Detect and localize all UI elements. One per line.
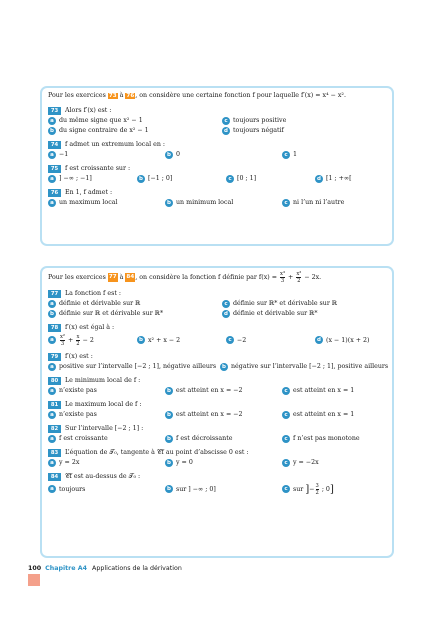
option-letter-badge: a [48, 175, 56, 183]
intro-text: − 2x. [302, 274, 322, 281]
option-text: est atteint en x = 1 [293, 411, 355, 418]
option-letter-badge: b [165, 199, 173, 207]
exercise-link-84[interactable]: 84 [126, 274, 135, 280]
question-text: L’équation de 𝒯₀, tangente à 𝒞f au point d’abscisse 0 est : [65, 449, 249, 456]
option-b[interactable] [165, 198, 278, 207]
question-text: 𝒞f est au-dessus de 𝒯₀ : [65, 473, 141, 480]
option-letter-badge: b [165, 485, 173, 493]
option-text: est atteint en x = −2 [176, 411, 243, 418]
option-text: y = 2x [59, 459, 80, 466]
question-text: f′(x) est égal à : [65, 324, 115, 331]
option-c[interactable] [222, 299, 392, 308]
option-letter-badge: a [48, 117, 56, 125]
option-c[interactable] [226, 333, 311, 347]
option-letter-badge: a [48, 363, 56, 371]
question-79 [48, 352, 387, 371]
option-text: n’existe pas [59, 387, 97, 394]
fraction-numerator: x³ [280, 271, 286, 277]
option-letter-badge: b [137, 336, 145, 344]
intro-text: Pour les exercices [48, 92, 108, 99]
option-b[interactable] [137, 174, 222, 183]
option-c[interactable] [226, 174, 311, 183]
question-number: 74 [48, 141, 61, 149]
option-text: un minimum local [176, 199, 234, 206]
exercise-box-73-76 [40, 86, 394, 246]
question-82 [48, 424, 387, 443]
page-footer [28, 565, 182, 572]
intro-text: , on considère la fonction f définie par f(x) = [135, 274, 280, 281]
option-c[interactable] [282, 386, 395, 395]
intro-text: à [117, 92, 126, 99]
question-number: 83 [48, 449, 61, 457]
option-text: du signe contraire de x² − 1 [59, 127, 149, 134]
footer-color-tab [28, 574, 40, 586]
option-d[interactable] [315, 174, 400, 183]
exercise-link-76[interactable]: 76 [126, 93, 135, 99]
fraction [60, 334, 65, 347]
option-a[interactable] [48, 116, 218, 125]
option-b[interactable] [165, 150, 278, 159]
option-b[interactable] [165, 434, 278, 443]
option-letter-badge: a [48, 300, 56, 308]
option-letter-badge: d [315, 336, 323, 344]
option-letter-badge: a [48, 435, 56, 443]
option-text: un maximum local [59, 199, 118, 206]
option-b[interactable] [137, 333, 222, 347]
option-text: y = 0 [176, 459, 193, 466]
question-text: f admet un extremum local en : [65, 141, 166, 148]
exercise-link-73[interactable]: 73 [108, 93, 117, 99]
option-text: définie sur ℝ et dérivable sur ℝ* [59, 310, 164, 317]
option-text: du même signe que x² − 1 [59, 117, 143, 124]
option-letter-badge: c [282, 411, 290, 419]
option-b[interactable] [165, 458, 278, 467]
fraction [280, 271, 285, 284]
option-letter-badge: a [48, 336, 56, 344]
exercise-link-77[interactable]: 77 [108, 274, 117, 280]
page-number: 100 [28, 565, 42, 572]
option-d[interactable] [315, 333, 400, 347]
option-letter-badge: c [222, 300, 230, 308]
option-d[interactable] [222, 126, 392, 135]
option-text: 0 [176, 151, 181, 158]
fraction-denominator: 2 [76, 340, 80, 347]
question-text: En 1, f admet : [65, 189, 113, 196]
question-81 [48, 400, 387, 419]
question-number: 78 [48, 324, 61, 332]
option-text: toujours [59, 485, 86, 493]
fraction-numerator: x [76, 333, 80, 340]
option-c[interactable] [282, 198, 395, 207]
option-text: −2 [237, 336, 247, 344]
question-text: La fonction f est : [65, 290, 121, 297]
question-number: 77 [48, 290, 61, 298]
option-b[interactable] [165, 386, 278, 395]
question-number: 79 [48, 353, 61, 361]
option-letter-badge: d [222, 310, 230, 318]
option-text: sur ] −∞ ; 0] [176, 485, 216, 493]
option-letter-badge: d [222, 127, 230, 135]
option-b[interactable] [48, 126, 218, 135]
option-c[interactable] [282, 434, 395, 443]
option-c[interactable] [222, 116, 392, 125]
option-letter-badge: a [48, 151, 56, 159]
question-74 [48, 140, 387, 159]
option-letter-badge: c [282, 387, 290, 395]
question-73 [48, 106, 387, 135]
option-letter-badge: c [282, 435, 290, 443]
option-letter-badge: b [137, 175, 145, 183]
option-a[interactable] [48, 198, 161, 207]
fraction-numerator: 3 [315, 482, 319, 489]
option-letter-badge: a [48, 459, 56, 467]
fraction [316, 483, 319, 496]
option-letter-badge: b [48, 310, 56, 318]
question-75 [48, 164, 387, 183]
option-text: f est croissante [59, 435, 108, 442]
fraction-denominator: 3 [280, 278, 285, 284]
exercise-box-77-84 [40, 266, 394, 558]
option-text: définie et dérivable sur ℝ* [233, 310, 318, 317]
intro-text: Pour les exercices [48, 274, 108, 281]
option-text: définie et dérivable sur ℝ [59, 300, 141, 307]
option-letter-badge: c [282, 199, 290, 207]
question-number: 82 [48, 425, 61, 433]
fraction-denominator: 2 [315, 489, 319, 496]
option-a[interactable] [48, 333, 133, 347]
box-intro [48, 91, 387, 101]
option-text: −1 [59, 151, 69, 158]
option-letter-badge: c [226, 336, 234, 344]
option-text: ] −∞ ; −1] [59, 175, 92, 182]
question-number: 81 [48, 401, 61, 409]
intro-text: à [117, 274, 126, 281]
option-letter-badge: b [165, 459, 173, 467]
option-letter-badge: a [48, 411, 56, 419]
option-letter-badge: a [48, 485, 56, 493]
option-text: f n’est pas monotone [293, 435, 360, 442]
option-letter-badge: c [282, 459, 290, 467]
question-number: 75 [48, 165, 61, 173]
option-letter-badge: a [48, 199, 56, 207]
option-text: positive sur l’intervalle [−2 ; 1], négative ailleurs [59, 363, 217, 370]
option-letter-badge: b [48, 127, 56, 135]
question-number: 76 [48, 189, 61, 197]
option-c[interactable] [282, 482, 395, 496]
option-a[interactable] [48, 150, 161, 159]
option-text: ; 0 [319, 485, 330, 493]
option-text: x² + x − 2 [148, 336, 181, 344]
option-text: + [66, 336, 76, 344]
option-b[interactable] [165, 482, 278, 496]
question-80 [48, 376, 387, 395]
option-b[interactable] [48, 309, 218, 318]
question-76 [48, 188, 387, 207]
fraction-denominator: 3 [60, 340, 65, 347]
chapter-label: Chapitre A4 [45, 565, 88, 572]
option-a[interactable] [48, 434, 161, 443]
intro-text: + [286, 274, 296, 281]
option-text: ] [305, 483, 310, 495]
option-text: est atteint en x = −2 [176, 387, 243, 394]
option-text: sur [293, 485, 306, 493]
option-c[interactable] [282, 458, 395, 467]
question-77 [48, 289, 387, 318]
option-letter-badge: c [226, 175, 234, 183]
question-number: 80 [48, 377, 61, 385]
option-text: ] [329, 483, 334, 495]
option-letter-badge: b [165, 411, 173, 419]
option-text: [0 ; 1] [237, 175, 257, 182]
option-text: toujours négatif [233, 127, 284, 134]
question-83 [48, 448, 387, 467]
chapter-title: Applications de la dérivation [92, 565, 182, 572]
option-text: [−1 ; 0] [148, 175, 173, 182]
option-text: − [309, 485, 315, 493]
question-78 [48, 323, 387, 347]
option-letter-badge: b [165, 387, 173, 395]
option-a[interactable] [48, 410, 161, 419]
question-text: f est croissante sur : [65, 165, 131, 172]
option-d[interactable] [222, 309, 392, 318]
fraction-numerator: x² [60, 333, 66, 340]
option-c[interactable] [282, 410, 395, 419]
option-letter-badge: d [315, 175, 323, 183]
option-a[interactable] [48, 386, 161, 395]
option-text: − 2 [80, 336, 94, 344]
option-text: (x − 1)(x + 2) [326, 336, 370, 344]
question-text: Le minimum local de f : [65, 377, 141, 384]
question-text: f′(x) est : [65, 353, 93, 360]
option-text: toujours positive [233, 117, 287, 124]
option-a[interactable] [48, 362, 216, 371]
option-letter-badge: b [220, 363, 228, 371]
option-text: négative sur l’intervalle [−2 ; 1], positive ailleurs [231, 363, 389, 370]
option-text: n’existe pas [59, 411, 97, 418]
option-letter-badge: c [282, 151, 290, 159]
question-text: Sur l’intervalle [−2 ; 1] : [65, 425, 144, 432]
fraction [296, 271, 301, 284]
fraction-numerator: x² [296, 271, 302, 277]
option-text: ni l’un ni l’autre [293, 199, 345, 206]
fraction [76, 334, 79, 347]
option-letter-badge: a [48, 387, 56, 395]
question-84 [48, 472, 387, 496]
question-number: 84 [48, 473, 61, 481]
option-c[interactable] [282, 150, 395, 159]
option-a[interactable] [48, 482, 161, 496]
option-a[interactable] [48, 299, 218, 308]
option-text: est atteint en x = 1 [293, 387, 355, 394]
option-letter-badge: c [282, 485, 290, 493]
option-text: 1 [293, 151, 298, 158]
question-number: 73 [48, 107, 61, 115]
option-a[interactable] [48, 174, 133, 183]
option-letter-badge: b [165, 151, 173, 159]
question-text: Le maximum local de f : [65, 401, 142, 408]
option-b[interactable] [165, 410, 278, 419]
option-text: y = −2x [293, 459, 319, 466]
option-text: définie sur ℝ* et dérivable sur ℝ [233, 300, 338, 307]
option-letter-badge: b [165, 435, 173, 443]
intro-text: , on considère une certaine fonction f pour laquelle f′(x) = x⁴ − x². [135, 92, 346, 99]
option-letter-badge: c [222, 117, 230, 125]
option-text: [1 ; +∞[ [326, 175, 352, 182]
fraction-denominator: 2 [297, 278, 301, 284]
option-text: f est décroissante [176, 435, 233, 442]
box-intro [48, 271, 387, 284]
option-a[interactable] [48, 458, 161, 467]
question-text: Alors f′(x) est : [65, 107, 112, 114]
option-b[interactable] [220, 362, 398, 371]
